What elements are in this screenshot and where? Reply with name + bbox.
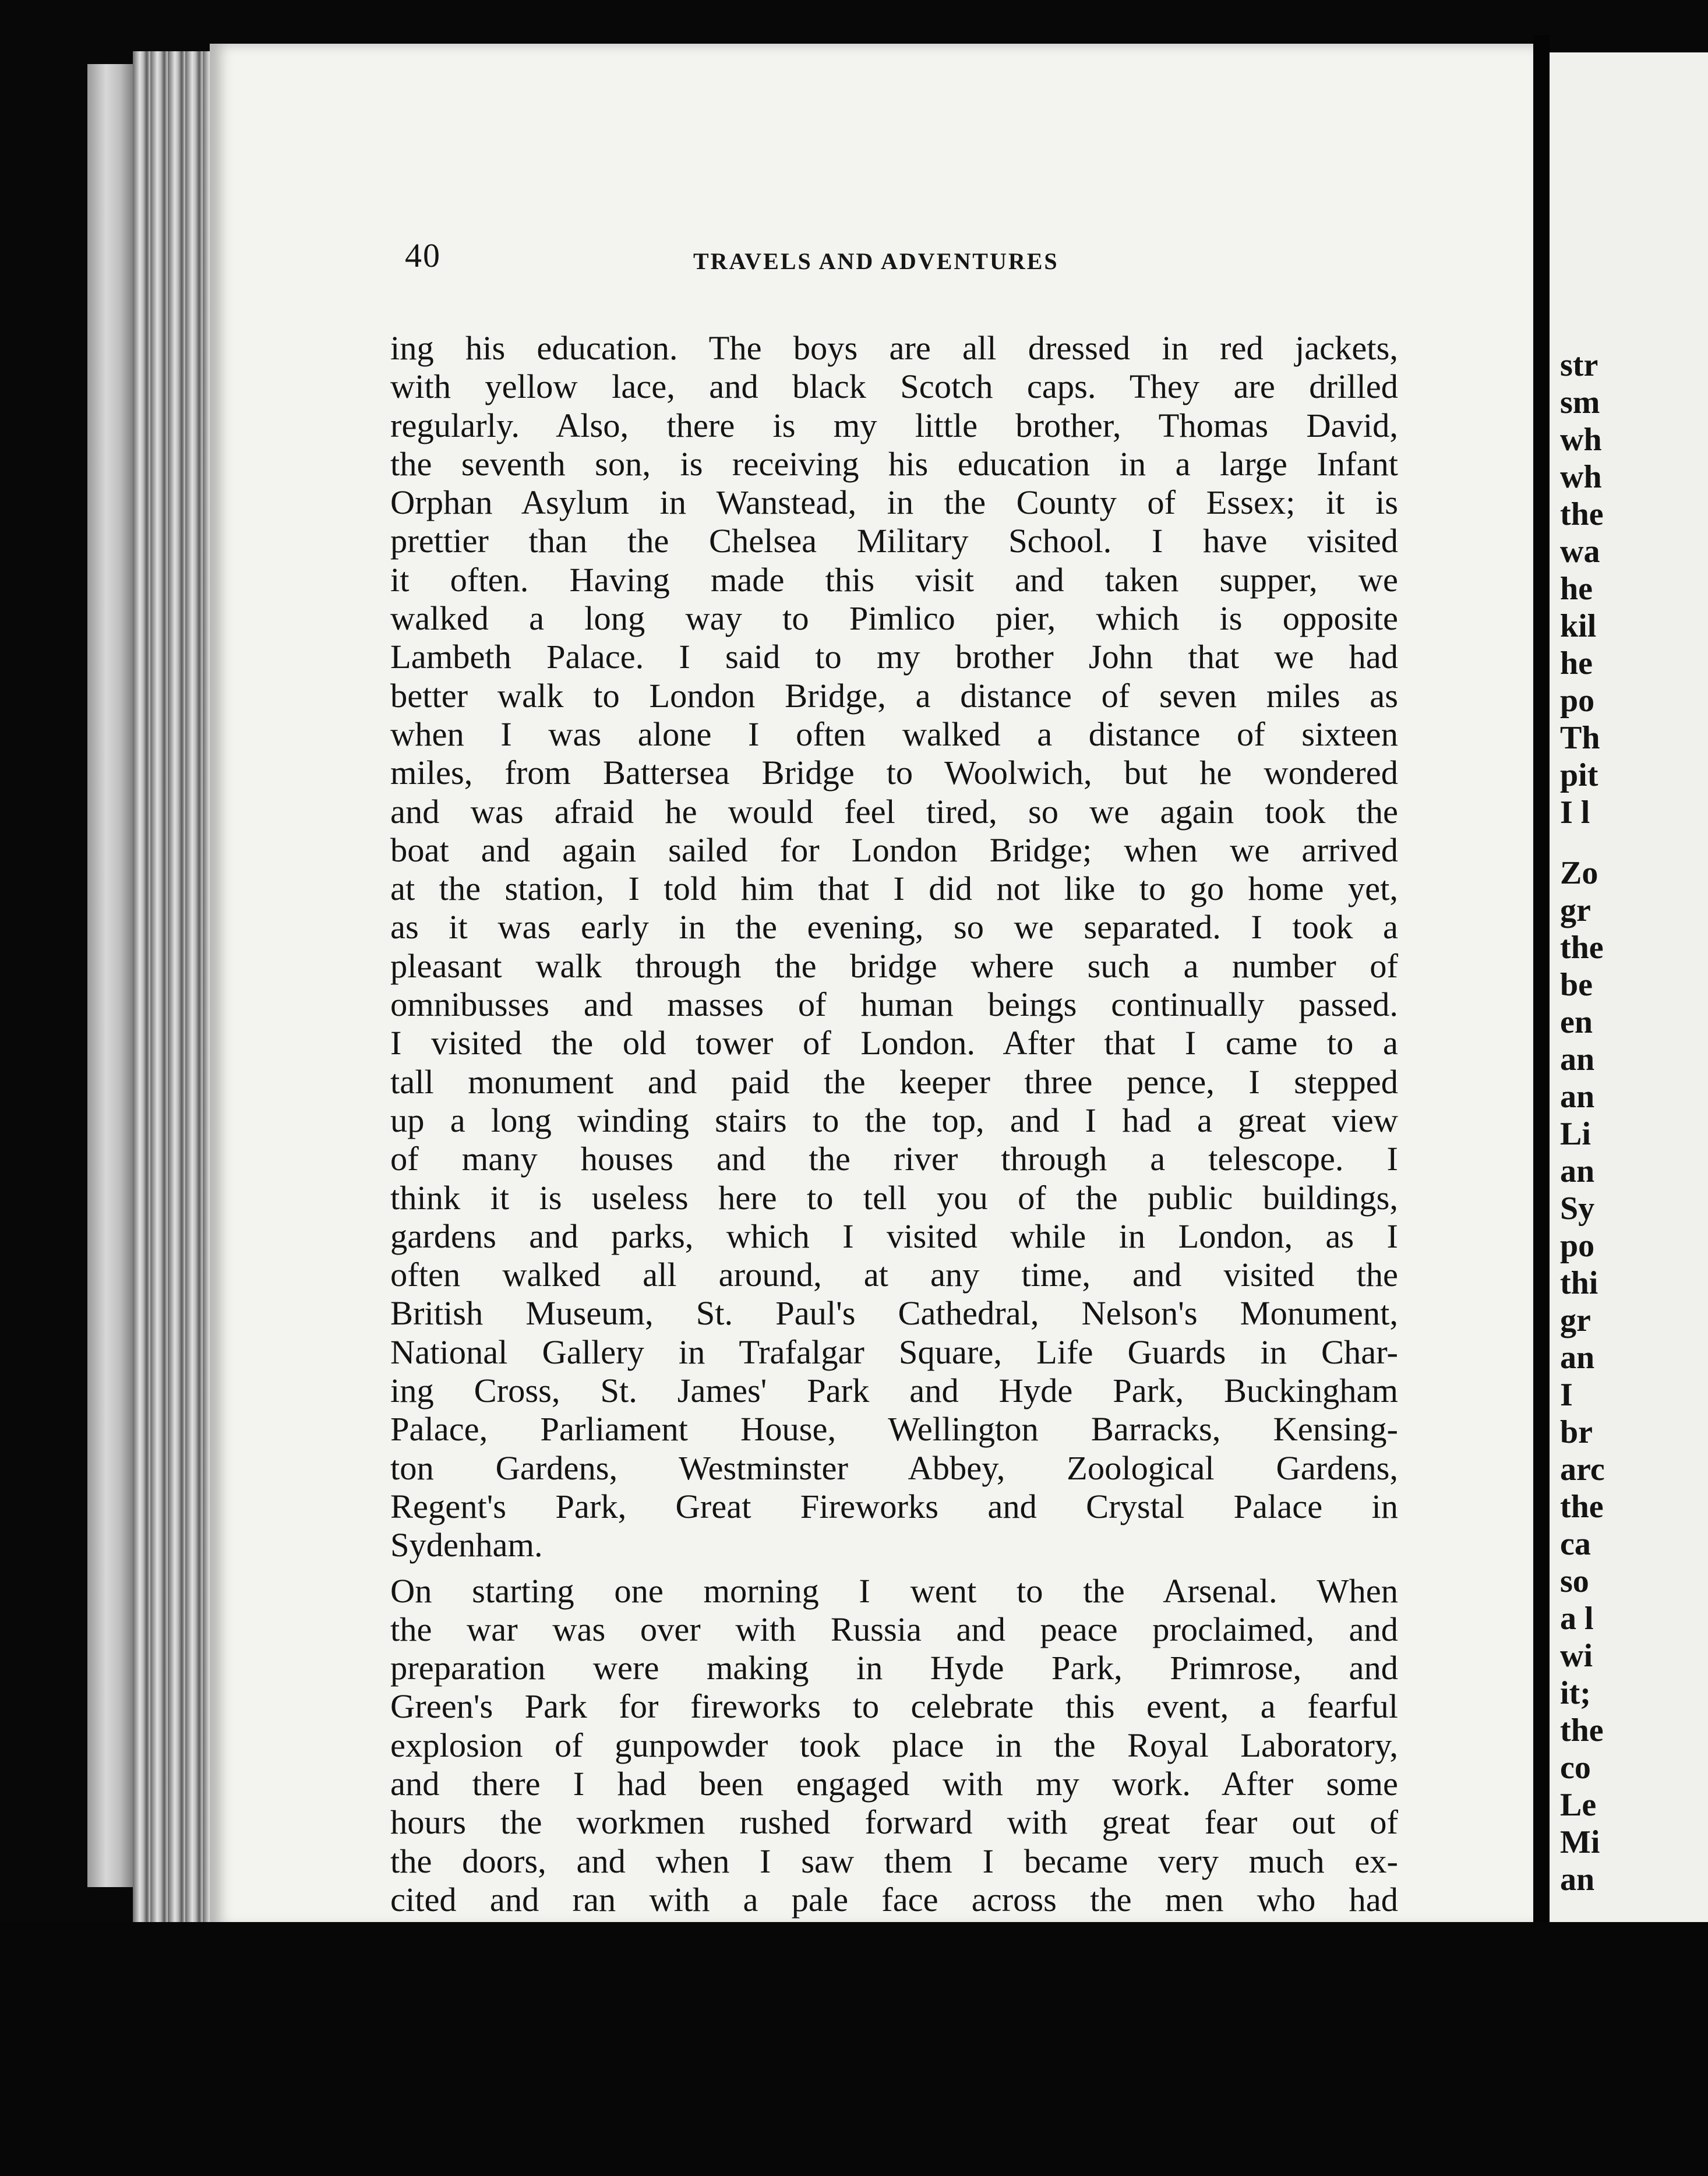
facing-page-fragment: a l [1560,1601,1594,1637]
facing-page-fragment: en [1560,1004,1593,1040]
text-line: when I was alone I often walked a distance of sixteen [390,715,1398,753]
running-head [210,224,1533,288]
facing-page-fragment: co [1560,1750,1591,1786]
text-line: it often. Having made this visit and taken supper, we [390,560,1398,599]
facing-page-fragment: an [1560,1079,1595,1115]
text-line: Palace, Parliament House, Wellington Barracks, Kensing- [390,1410,1398,1449]
facing-page-fragment: an [1560,1340,1595,1376]
facing-page-fragment: str [1560,347,1598,383]
facing-page-fragment: Mi [1560,1824,1600,1860]
facing-page-fragment: it; [1560,1675,1591,1711]
gutter-shadow [1533,35,1550,1934]
facing-page-fragment: the [1560,1489,1604,1525]
facing-page-fragment: wa [1560,534,1600,570]
facing-page-fragment: Zo [1560,855,1598,891]
book-edge [87,64,134,1887]
facing-page-fragment: Le [1560,1787,1597,1823]
facing-page-fragment: po [1560,683,1595,719]
paragraph-1 [390,329,1398,1565]
text-line: the seventh son, is receiving his education in a large Infant [390,444,1398,483]
text-line: ing his education. The boys are all dressed in red jackets, [390,329,1398,367]
facing-page-fragment: Th [1560,720,1600,756]
facing-page-fragment: an [1560,1153,1595,1189]
facing-page-fragment: an [1560,1041,1595,1078]
text-line: Orphan Asylum in Wanstead, in the County of Essex; it is [390,483,1398,522]
text-line: think it is useless here to tell you of the public buildings, [390,1178,1398,1217]
facing-page-cropped [1550,52,1708,1922]
page-body-text [390,329,1398,1958]
facing-page-fragment: so [1560,1563,1589,1599]
text-line: hours the workmen rushed forward with great fear out of [390,1803,1398,1842]
facing-page-fragment: po [1560,1228,1595,1264]
facing-page-fragment: wh [1560,459,1602,495]
text-line: omnibusses and masses of human beings continually passed. [390,985,1398,1024]
text-line: ing Cross, St. James' Park and Hyde Park, Buckingham [390,1372,1398,1410]
text-line: ton Gardens, Westminster Abbey, Zoological Gardens, [390,1449,1398,1487]
facing-page-fragment: br [1560,1414,1593,1450]
text-line: Green's Park for fireworks to celebrate this event, a fearful [390,1687,1398,1726]
text-line: cited and ran with a pale face across the men who had [390,1880,1398,1919]
text-line: preparation were making in Hyde Park, Primrose, and [390,1649,1398,1687]
facing-page-fragment: be [1560,967,1593,1003]
text-line: National Gallery in Trafalgar Square, Life Guards in Char- [390,1333,1398,1371]
paragraph-gap [390,1565,1398,1572]
text-line: of many houses and the river through a telescope. I [390,1140,1398,1178]
text-line: prettier than the Chelsea Military School. I have visited [390,522,1398,560]
facing-page-fragment: Li [1560,1116,1591,1152]
text-line: as it was early in the evening, so we separated. I took a [390,908,1398,946]
page-number: 40 [405,236,441,274]
text-line: Lambeth Palace. I said to my brother John that we had [390,638,1398,676]
scan-background [0,1922,1708,2176]
facing-page-fragment: ca [1560,1526,1591,1562]
text-line: Sydenham. [390,1526,543,1564]
facing-page-fragments [1560,347,1605,1898]
text-line: at the station, I told him that I did not like to go home yet, [390,870,1398,908]
facing-page-fragment [1560,831,1605,854]
text-line: up a long winding stairs to the top, and I had a great view [390,1101,1398,1139]
facing-page-fragment: I l [1560,794,1590,831]
text-line: with yellow lace, and black Scotch caps. They are drilled [390,368,1398,406]
running-head-title: TRAVELS AND ADVENTURES [693,248,1059,274]
facing-page-fragment: he [1560,645,1593,681]
page-stack-edge [133,51,214,1927]
facing-page-fragment: an [1560,1861,1595,1898]
text-line: I visited the old tower of London. After that I came to a [390,1024,1398,1062]
text-line: British Museum, St. Paul's Cathedral, Nelson's Monument, [390,1294,1398,1333]
text-line: better walk to London Bridge, a distance of seven miles as [390,676,1398,715]
text-line: regularly. Also, there is my little brother, Thomas David, [390,406,1398,444]
text-line: gardens and parks, which I visited while in London, as I [390,1217,1398,1255]
text-line: the war was over with Russia and peace proclaimed, and [390,1610,1398,1648]
text-line: miles, from Battersea Bridge to Woolwich, but he wondered [390,754,1398,792]
facing-page-fragment: pit [1560,757,1598,793]
text-line: the doors, and when I saw them I became very much ex- [390,1842,1398,1880]
facing-page-fragment: the [1560,1712,1604,1748]
facing-page-fragment: sm [1560,384,1600,421]
book-page [210,44,1533,1928]
text-line: tall monument and paid the keeper three pence, I stepped [390,1062,1398,1101]
facing-page-fragment: the [1560,496,1604,532]
text-line: explosion of gunpowder took place in the Royal Laboratory, [390,1726,1398,1764]
text-line: often walked all around, at any time, and visited the [390,1256,1398,1294]
facing-page-fragment: he [1560,571,1593,607]
facing-page-fragment: I [1560,1377,1573,1413]
text-line: walked a long way to Pimlico pier, which is opposite [390,599,1398,638]
text-line: and there I had been engaged with my work. After some [390,1764,1398,1803]
facing-page-fragment: Sy [1560,1191,1595,1227]
facing-page-fragment: gr [1560,892,1591,928]
paragraph-2 [390,1572,1398,1958]
facing-page-fragment: wh [1560,422,1602,458]
facing-page-fragment: the [1560,930,1604,966]
facing-page-fragment: thi [1560,1265,1598,1301]
text-line: and was afraid he would feel tired, so we again took the [390,792,1398,831]
text-line: boat and again sailed for London Bridge; when we arrived [390,831,1398,869]
text-line: On starting one morning I went to the Arsenal. When [390,1571,1398,1610]
facing-page-fragment: arc [1560,1451,1605,1488]
facing-page-fragment: wi [1560,1638,1593,1674]
facing-page-fragment: kil [1560,608,1597,644]
facing-page-fragment: gr [1560,1302,1591,1338]
text-line: pleasant walk through the bridge where such a number of [390,946,1398,985]
text-line: Regent's Park, Great Fireworks and Crystal Palace in [390,1487,1398,1525]
